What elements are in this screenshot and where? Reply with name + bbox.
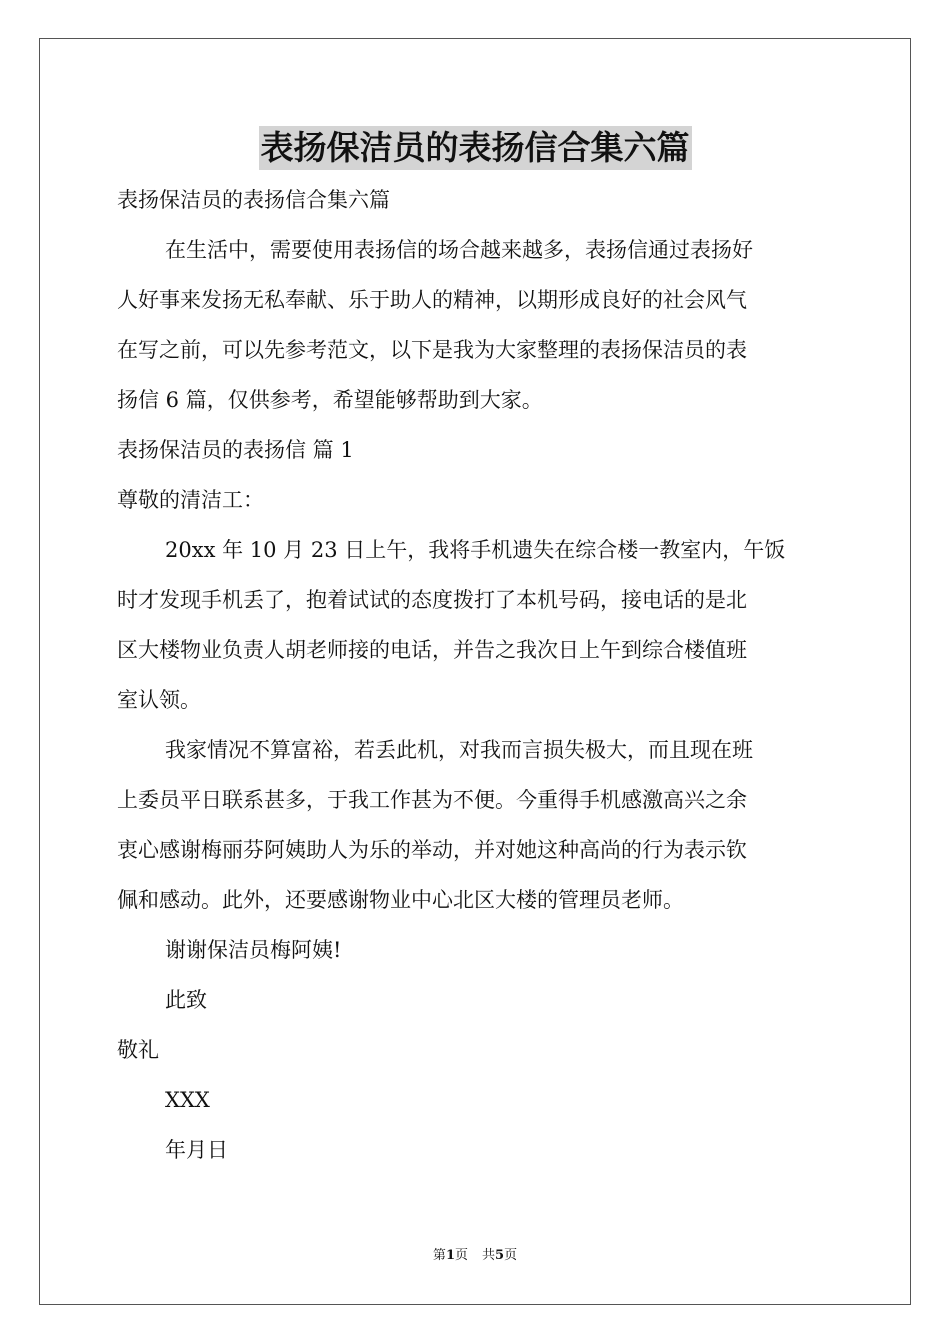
paragraph-line: 20xx 年 10 月 23 日上午，我将手机遗失在综合楼一教室内，午饭 [165, 538, 786, 562]
paragraph-line: 时才发现手机丢了，抱着试试的态度拨打了本机号码，接电话的是北 [117, 588, 747, 612]
thanks-line: 谢谢保洁员梅阿姨! [165, 938, 342, 962]
total-prefix: 共 [482, 1248, 496, 1263]
title-container [0, 126, 950, 170]
paragraph-line: 上委员平日联系甚多，于我工作甚为不便。今重得手机感激高兴之余 [117, 788, 747, 812]
total-suffix: 页 [504, 1248, 518, 1263]
closing-line: 此致 [165, 988, 207, 1012]
paragraph-line: 衷心感谢梅丽芬阿姨助人为乐的举动，并对她这种高尚的行为表示钦 [117, 838, 747, 862]
closing-salute: 敬礼 [117, 1038, 159, 1062]
paragraph-line: 室认领。 [117, 688, 201, 712]
page-footer [0, 1246, 950, 1266]
page-suffix: 页 [454, 1248, 468, 1263]
salutation: 尊敬的清洁工： [117, 488, 264, 512]
date-line: 年月日 [165, 1138, 228, 1162]
paragraph-line: 在写之前，可以先参考范文，以下是我为大家整理的表扬保洁员的表 [117, 338, 747, 362]
page-prefix: 第 [432, 1248, 446, 1263]
paragraph-line: 我家情况不算富裕，若丢此机，对我而言损失极大，而且现在班 [165, 738, 753, 762]
total-pages: 5 [495, 1248, 505, 1263]
paragraph-line: 区大楼物业负责人胡老师接的电话，并告之我次日上午到综合楼值班 [117, 638, 747, 662]
paragraph-line: 表扬保洁员的表扬信合集六篇 [117, 188, 390, 212]
paragraph-line: 佩和感动。此外，还要感谢物业中心北区大楼的管理员老师。 [117, 888, 684, 912]
signature: XXX [165, 1088, 210, 1112]
document-body [117, 175, 833, 1175]
paragraph-line: 扬信 6 篇，仅供参考，希望能够帮助到大家。 [117, 388, 543, 412]
paragraph-line: 在生活中，需要使用表扬信的场合越来越多，表扬信通过表扬好 [165, 238, 753, 262]
document-title: 表扬保洁员的表扬信合集六篇 [259, 126, 692, 170]
page-number: 1 [445, 1248, 455, 1263]
section-heading: 表扬保洁员的表扬信 篇 1 [117, 438, 354, 462]
paragraph-line: 人好事来发扬无私奉献、乐于助人的精神，以期形成良好的社会风气 [117, 288, 747, 312]
